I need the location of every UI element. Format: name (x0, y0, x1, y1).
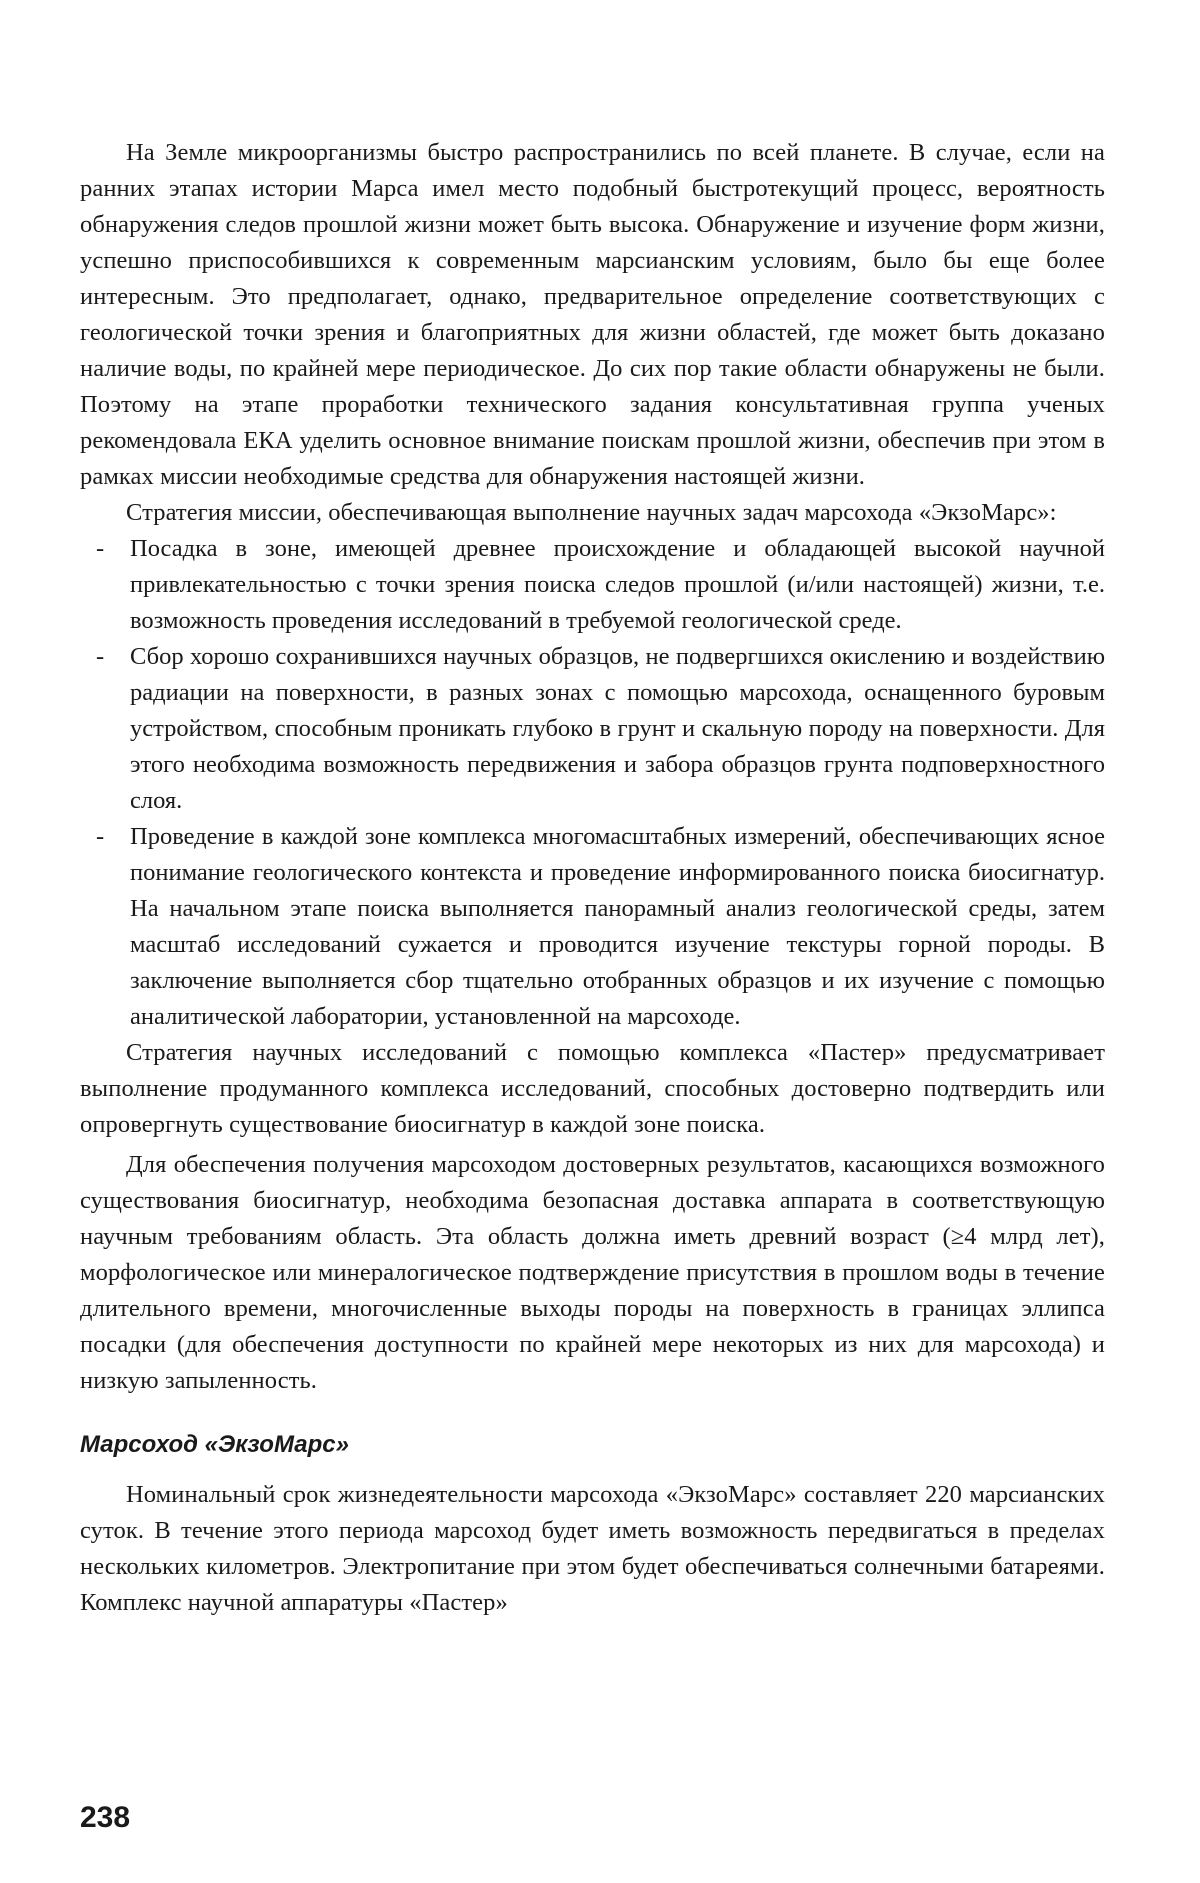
pasteur-strategy-paragraph: Стратегия научных исследований с помощью комплекса «Пастер» предусматривает выполнение продуманного комплекса исследований, способных достоверно подтвердить или опровергнуть существование биосигнатур в каждой зоне поиска. (80, 1039, 1105, 1138)
bullet-marker: - (96, 643, 105, 670)
rover-paragraph: Номинальный срок жизнедеятельности марсохода «ЭкзоМарс» составляет 220 марсианских суток. В течение этого периода марсоход будет иметь возможность передвигаться в пределах нескольких километров. Электропитание при этом будет обеспечиваться солнечными батареями. Комплекс научной аппаратуры «Пастер» (80, 1481, 1105, 1616)
list-item (80, 819, 1105, 1035)
list-item-text: Проведение в каждой зоне комплекса многомасштабных измерений, обеспечивающих ясное понимание геологического контекста и проведение информированного поиска биосигнатур. На начальном этапе поиска выполняется панорамный анализ геологической среды, затем масштаб исследований сужается и проводится изучение текстуры горной породы. В заключение выполняется сбор тщательно отобранных образцов и их изучение с помощью аналитической лаборатории, установленной на марсоходе. (130, 823, 1105, 1030)
landing-site-paragraph: Для обеспечения получения марсоходом достоверных результатов, касающихся возможного существования биосигнатур, необходима безопасная доставка аппарата в соответствующую научным требованиям область. Эта область должна иметь древний возраст (≥4 млрд лет), морфологическое или минералогическое подтверждение присутствия в прошлом воды в течение длительного времени, многочисленные выходы породы на поверхность в границах эллипса посадки (для обеспечения доступности по крайней мере некоторых из них для марсохода) и низкую запыленность. (80, 1151, 1105, 1394)
section-heading: Марсоход «ЭкзоМарс» (80, 1431, 349, 1458)
intro-paragraph: На Земле микроорганизмы быстро распространились по всей планете. В случае, если на ранних этапах истории Марса имел место подобный быстротекущий процесс, вероятность обнаружения следов прошлой жизни может быть высока. Обнаружение и изучение форм жизни, успешно приспособившихся к современным марсианским условиям, было бы еще более интересным. Это предполагает, однако, предварительное определение соответствующих с геологической точки зрения и благоприятных для жизни областей, где может быть доказано наличие воды, по крайней мере периодическое. До сих пор такие области обнаружены не были. Поэтому на этапе проработки технического задания консультативная группа ученых рекомендовала ЕКА уделить основное внимание поискам прошлой жизни, обеспечив при этом в рамках миссии необходимые средства для обнаружения настоящей жизни. (80, 139, 1105, 490)
page-number: 238 (80, 1801, 131, 1834)
strategy-intro-paragraph: Стратегия миссии, обеспечивающая выполнение научных задач марсохода «ЭкзоМарс»: (126, 499, 1057, 526)
bullet-marker: - (96, 535, 105, 562)
list-item (80, 639, 1105, 819)
list-item-text: Посадка в зоне, имеющей древнее происхождение и обладающей высокой научной привлекательностью с точки зрения поиска следов прошлой (и/или настоящей) жизни, т.е. возможность проведения исследований в требуемой геологической среде. (130, 535, 1105, 634)
strategy-list (80, 531, 1105, 1035)
list-item-text: Сбор хорошо сохранившихся научных образцов, не подвергшихся окислению и воздействию радиации на поверхности, в разных зонах с помощью марсохода, оснащенного буровым устройством, способным проникать глубоко в грунт и скальную породу на поверхности. Для этого необходима возможность передвижения и забора образцов грунта подповерхностного слоя. (130, 643, 1105, 814)
bullet-marker: - (96, 823, 105, 850)
list-item (80, 531, 1105, 639)
page-body (80, 135, 1105, 1621)
